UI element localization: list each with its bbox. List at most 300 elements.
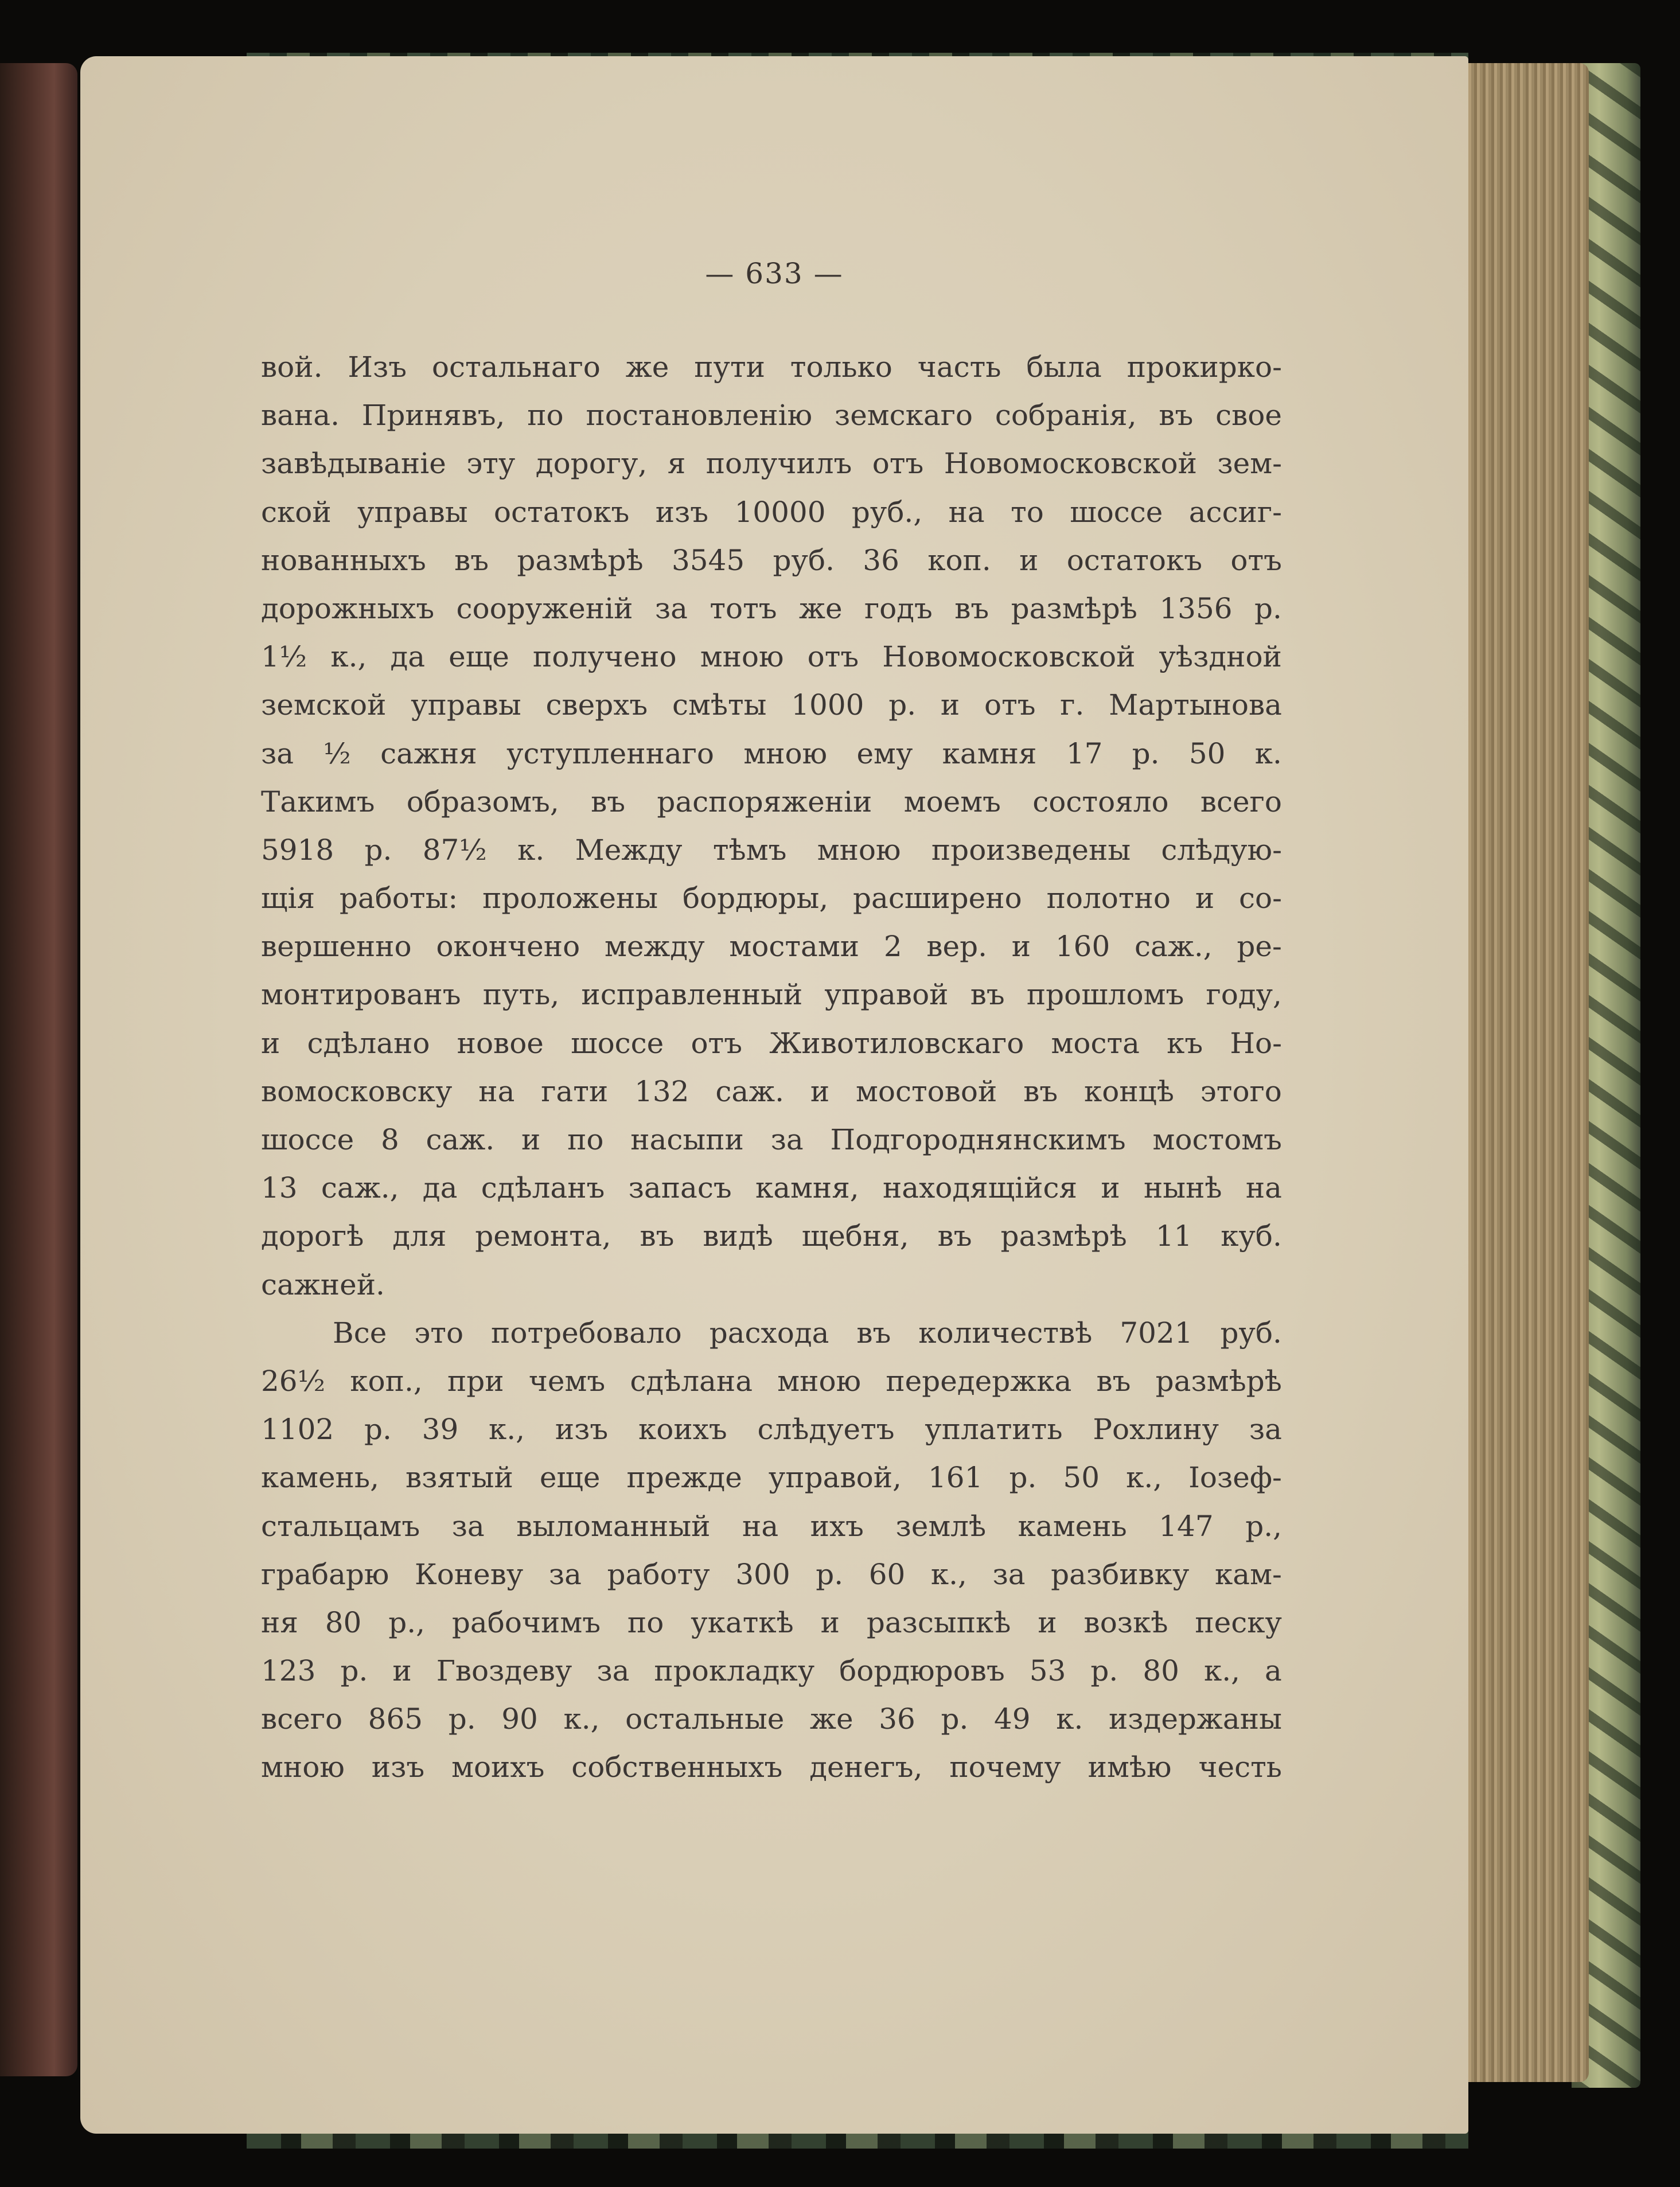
word: окончено [436,930,580,964]
word: пути [694,350,765,384]
word: земскаго [834,399,973,432]
word: 7021 [1120,1316,1193,1350]
word: чемъ [528,1364,606,1398]
word: гати [541,1074,609,1108]
text-line [261,633,1282,681]
text-line [261,1261,1282,1309]
word: р. [888,688,917,722]
word: всего [261,1702,343,1736]
word: честь [1198,1751,1282,1784]
word: Все [333,1316,387,1350]
word: р. [1254,591,1282,625]
word: сооруженій [456,591,633,625]
word: проложены [482,882,658,915]
book-page [80,56,1468,2134]
word: 1000 [791,688,864,722]
word: то [1011,495,1044,529]
text-line [261,488,1282,536]
word: к., [489,1413,525,1447]
word: прокладку [654,1654,815,1688]
word: ассиг- [1188,495,1282,529]
word: грабарю [261,1557,389,1591]
word: сдѣланъ [481,1171,605,1205]
word: за [992,1557,1026,1591]
word: остальные [625,1702,785,1736]
word: рабочимъ [451,1605,601,1639]
word: отъ [807,640,859,674]
word: а [1265,1654,1282,1688]
word: на [1245,1171,1282,1205]
word: произведены [931,833,1131,867]
word: ½ [323,736,351,770]
word: р. [364,1413,392,1447]
word: р., [1245,1509,1282,1543]
word: моемъ [903,785,1001,818]
word: въ [591,785,626,818]
word: 80 [1143,1654,1179,1688]
word: укаткѣ [691,1605,794,1639]
word: к. [517,833,545,867]
word: уплатить [925,1413,1063,1447]
word: слѣдуетъ [757,1413,895,1447]
word: изъ [655,495,709,529]
word: эту [466,447,516,481]
word: расширено [853,882,1022,915]
word: вершенно [261,930,412,964]
word: слѣдую- [1161,833,1282,867]
word: отъ [1230,543,1282,577]
word: и [261,1026,280,1060]
word: за [261,736,294,770]
word: сажня [380,736,477,770]
word: собственныхъ [571,1751,783,1784]
word: остатокъ [1066,543,1203,577]
word: прошломъ [1026,978,1184,1012]
word: 865 [368,1702,423,1736]
word: щія [261,882,315,915]
word: со- [1239,882,1282,915]
word: 26½ [261,1364,326,1398]
word: коихъ [638,1413,727,1447]
word: моихъ [451,1751,545,1784]
word: къ [1167,1026,1203,1060]
word: шоссе [1070,495,1163,529]
word: и [810,1074,830,1108]
word: 80 [325,1605,362,1639]
word: камня [942,736,1037,770]
word: Такимъ [261,785,375,818]
word: за [548,1557,582,1591]
word: 300 [735,1557,790,1591]
text-line [261,1502,1282,1550]
word: это [414,1316,464,1350]
word: Рохлину [1093,1413,1219,1447]
word: к., [563,1702,600,1736]
word: кам- [1215,1557,1282,1591]
word: же [798,591,843,625]
word: насыпи [630,1123,744,1156]
text-line [261,1067,1282,1116]
word: к. [1056,1702,1083,1736]
word: дорогу, [535,447,648,481]
word: дорогѣ [261,1219,364,1253]
word: путь, [482,978,560,1012]
text-line [261,1212,1282,1260]
word: тотъ [710,591,777,625]
word: стальцамъ [261,1509,420,1543]
text-line [261,1599,1282,1647]
word: запасъ [628,1171,732,1205]
text-line [261,922,1282,970]
word: работу [607,1557,710,1591]
word: этого [1200,1074,1282,1108]
text-line [261,778,1282,826]
text-line [261,391,1282,439]
word: прежде [626,1461,742,1495]
word: въ [1096,1364,1131,1398]
word: остатокъ [493,495,630,529]
word: за [597,1654,630,1688]
word: камня, [755,1171,859,1205]
word: 87½ [422,833,487,867]
word: мостами [729,930,860,964]
word: отъ [984,688,1036,722]
text-line [261,1550,1282,1599]
word: размѣрѣ [1000,1219,1127,1253]
word: р., [388,1605,426,1639]
word: въ [970,978,1005,1012]
word: сдѣлана [630,1364,753,1398]
word: саж., [321,1171,399,1205]
word: саж. [426,1123,495,1156]
word: на [948,495,985,529]
word: уступленнаго [506,736,715,770]
word: тѣмъ [712,833,787,867]
page-number: — 633 — [705,257,844,290]
word: сдѣлано [307,1026,430,1060]
word: Между [575,833,683,867]
word: отъ [691,1026,743,1060]
word: полотно [1046,882,1171,915]
word: мостомъ [1152,1123,1282,1156]
word: за [451,1509,485,1543]
word: возкѣ [1083,1605,1168,1639]
word: получилъ [705,447,852,481]
word: к. [1254,736,1282,770]
word: руб., [851,495,923,529]
text-line [261,1164,1282,1212]
word: нованныхъ [261,543,426,577]
word: ихъ [810,1509,864,1543]
word: мною [777,1364,862,1398]
word: коп. [927,543,991,577]
word: размѣрѣ [517,543,644,577]
word: р. [816,1557,844,1591]
word: Новомосковской [944,447,1197,481]
word: почему [949,1751,1061,1784]
word: и [1038,1605,1057,1639]
word: к., [930,1557,967,1591]
word: 1102 [261,1413,334,1447]
word: моста [1051,1026,1140,1060]
word: передержка [886,1364,1072,1398]
text-line [261,874,1282,922]
word: по [527,399,564,432]
word: к., [1126,1461,1163,1495]
word: и [1011,930,1031,964]
word: ской [261,495,332,529]
word: свое [1215,399,1282,432]
word: въ [937,1219,972,1253]
word: я [667,447,686,481]
word: и [940,688,960,722]
word: р. [1009,1461,1037,1495]
word: мостовой [856,1074,997,1108]
word: камень [1018,1509,1127,1543]
text-line [261,970,1282,1019]
word: Коневу [415,1557,524,1591]
word: 36 [879,1702,915,1736]
word: разсыпкѣ [866,1605,1011,1639]
word: 1½ [261,640,307,674]
word: да [422,1171,458,1205]
word: камень, [261,1461,379,1495]
word: 17 [1066,736,1103,770]
word: издержаны [1108,1702,1282,1736]
text-line [261,1743,1282,1791]
word: 8 [380,1123,399,1156]
page-block-edge [1457,63,1589,2082]
word: ему [856,736,913,770]
word: 2 [883,930,902,964]
word: отъ [872,447,924,481]
word: 60 [868,1557,906,1591]
text-line [261,1405,1282,1453]
word: Іозеф- [1188,1461,1282,1495]
word: 10000 [734,495,826,529]
word: мною [261,1751,345,1784]
word: въ [856,1316,891,1350]
word: потребовало [491,1316,682,1350]
word: песку [1195,1605,1282,1639]
word: 39 [422,1413,459,1447]
word: монтированъ [261,978,461,1012]
word: 160 [1055,930,1110,964]
word: и [392,1654,412,1688]
word: размѣрѣ [1011,591,1137,625]
word: 123 [261,1654,316,1688]
text-line [261,1695,1282,1743]
word: мною [817,833,901,867]
word: землѣ [895,1509,987,1543]
word: 36 [863,543,899,577]
word: смѣты [672,688,767,722]
word: 11 [1155,1219,1192,1253]
word: была [1026,350,1102,384]
word: Изъ [348,350,407,384]
word: к., [1203,1654,1241,1688]
word: видѣ [703,1219,773,1253]
word: еще [539,1461,601,1495]
word: Принявъ, [361,399,505,432]
text-line [261,536,1282,584]
word: работы: [339,882,458,915]
word: по [567,1123,604,1156]
word: 147 [1159,1509,1214,1543]
word: управой, [768,1461,902,1495]
word: концѣ [1083,1074,1174,1108]
word: количествѣ [918,1316,1093,1350]
word: взятый [406,1461,513,1495]
word: ре- [1237,930,1282,964]
word: бордюры, [682,882,829,915]
word: дорожныхъ [261,591,435,625]
word: щебня, [801,1219,909,1253]
text-line [261,1309,1282,1357]
word: на [742,1509,779,1543]
word: остальнаго [431,350,601,384]
word: образомъ, [406,785,559,818]
text-line [261,439,1282,488]
word: Подгороднянскимъ [830,1123,1126,1156]
word: саж., [1135,930,1213,964]
word: 50 [1063,1461,1100,1495]
word: 3545 [672,543,745,577]
word: 5918 [261,833,334,867]
word: еще [449,640,509,674]
word: за [654,591,688,625]
word: вомосковску [261,1074,453,1108]
word: и [1019,543,1039,577]
word: распоряженіи [657,785,872,818]
word: всего [1200,785,1282,818]
word: шоссе [571,1026,664,1060]
word: Животиловскаго [769,1026,1024,1060]
word: разбивку [1051,1557,1190,1591]
word: шоссе [261,1123,354,1156]
word: въ [954,591,989,625]
word: р. [448,1702,476,1736]
text-line [261,584,1282,633]
word: ня [261,1605,298,1639]
word: вер. [926,930,988,964]
word: саж. [715,1074,785,1108]
word: 50 [1188,736,1226,770]
word: и [1101,1171,1120,1205]
word: управы [357,495,468,529]
word: мною [700,640,784,674]
word: р. [941,1702,969,1736]
word: получено [532,640,677,674]
word: въ [1159,399,1194,432]
body-text [261,343,1282,1792]
word: только [790,350,892,384]
word: 132 [634,1074,689,1108]
word: прокирко- [1127,350,1282,384]
word: зем- [1217,447,1282,481]
word: и [521,1123,541,1156]
word: Гвоздеву [436,1654,572,1688]
word: к., [330,640,367,674]
word: на [478,1074,515,1108]
word: р. [340,1654,368,1688]
word: новое [457,1026,544,1060]
word: и [820,1605,840,1639]
word: изъ [371,1751,425,1784]
text-line [261,1647,1282,1695]
word: и [1195,882,1215,915]
word: собранія, [995,399,1137,432]
word: коп., [350,1364,423,1398]
word: въ [454,543,489,577]
word: да [390,640,426,674]
text-line [261,1453,1282,1502]
word: состояло [1032,785,1169,818]
word: выломанный [516,1509,711,1543]
text-line [261,1019,1282,1067]
word: исправленный [581,978,803,1012]
word: завѣдываніе [261,447,446,481]
word: Новомосковской [882,640,1136,674]
word: управы [411,688,521,722]
word: куб. [1221,1219,1282,1253]
word: за [1249,1413,1282,1447]
text-line [261,343,1282,391]
word: руб. [1220,1316,1282,1350]
word: году, [1206,978,1282,1012]
word: расхода [709,1316,829,1350]
word: же [810,1702,853,1736]
word: сажней. [261,1268,385,1301]
word: находящійся [882,1171,1078,1205]
word: вана. [261,399,340,432]
text-line [261,826,1282,874]
word: г. [1060,688,1085,722]
word: 1356 [1159,591,1233,625]
word: уѣздной [1159,640,1282,674]
word: въ [1023,1074,1058,1108]
word: 13 [261,1171,298,1205]
text-line [261,681,1282,729]
word: между [604,930,705,964]
word: для [392,1219,447,1253]
word: 90 [501,1702,538,1736]
text-line [261,1357,1282,1405]
word: нынѣ [1143,1171,1222,1205]
left-page-edge [0,63,77,2076]
word: сверхъ [545,688,648,722]
word: 161 [927,1461,983,1495]
word: земской [261,688,387,722]
word: изъ [555,1413,609,1447]
word: 49 [993,1702,1031,1736]
word: постановленію [586,399,813,432]
word: бордюровъ [839,1654,1005,1688]
word: годъ [864,591,933,625]
word: р. [1090,1654,1118,1688]
word: р. [1132,736,1160,770]
word: часть [917,350,1001,384]
word: вой. [261,350,323,384]
word: денегъ, [809,1751,923,1784]
word: имѣю [1087,1751,1172,1784]
word: руб. [773,543,835,577]
text-line [261,1116,1282,1164]
word: въ [640,1219,675,1253]
word: ремонта, [475,1219,611,1253]
word: размѣрѣ [1155,1364,1282,1398]
word: р. [364,833,392,867]
